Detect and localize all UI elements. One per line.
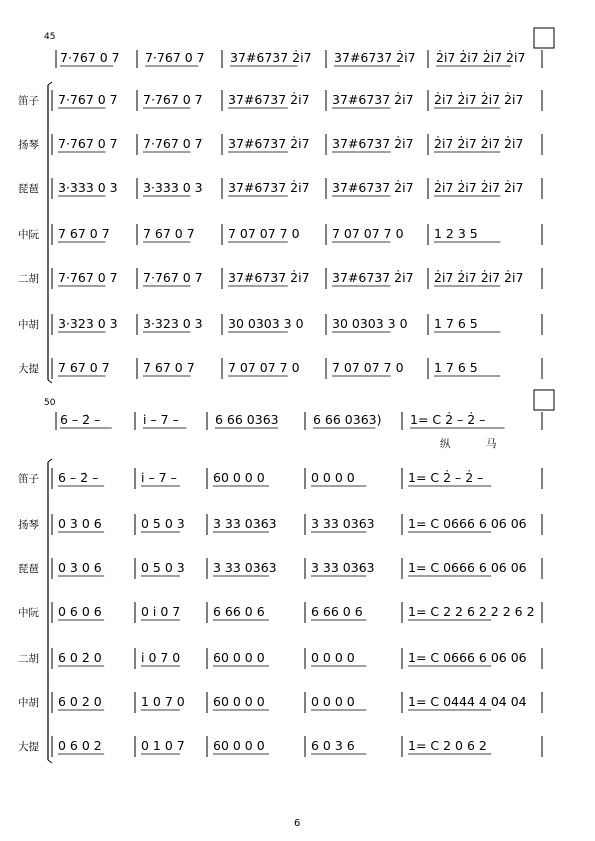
voice-measure: 7·767 0 7	[145, 50, 205, 65]
staff-measure: 7·767 0 7	[143, 136, 203, 151]
page-number: 6	[294, 818, 301, 829]
staff-measure: 7 67 0 7	[58, 226, 110, 241]
staff-measure: 60 0 0 0	[213, 738, 265, 753]
staff-measure: 1= C 2 0 6 2	[408, 738, 487, 753]
instrument-label: 二胡	[18, 273, 39, 285]
staff-measure: 0 5 0 3	[141, 560, 185, 575]
staff-measure: 7 07 07 7 0	[228, 360, 300, 375]
instrument-label: 大提	[18, 363, 39, 375]
staff-measure: 1= C 2̇ – 2̇ –	[408, 470, 484, 485]
staff-measure: 7 07 07 7 0	[332, 226, 404, 241]
instrument-label: 扬琴	[18, 139, 39, 151]
staff-measure: 0 0 0 0	[311, 694, 355, 709]
voice-measure: 37#6737 2̇i̇7	[230, 50, 312, 65]
measure-number: 50	[44, 398, 56, 408]
instrument-label: 笛子	[18, 473, 39, 485]
staff-measure: 3·323 0 3	[58, 316, 118, 331]
staff-measure: 0 i̇ 0 7	[141, 604, 181, 619]
staff-measure: 1= C 0666 6 06 06	[408, 560, 527, 575]
staff-measure: 6 66 0 6	[213, 604, 265, 619]
staff-measure: 3 33 0363	[311, 560, 375, 575]
rehearsal-box	[534, 28, 554, 48]
lyric-syllable: 马	[486, 438, 497, 450]
staff-measure: 6 0 2 0	[58, 694, 102, 709]
staff-measure: 0 0 0 0	[311, 470, 355, 485]
staff-measure: 2̇i̇7 2̇i̇7 2̇i̇7 2̇i̇7	[434, 136, 524, 151]
staff-measure: 37#6737 2̇i̇7	[228, 92, 310, 107]
staff-measure: 37#6737 2̇i̇7	[332, 136, 414, 151]
instrument-label: 中胡	[18, 319, 39, 331]
staff-measure: 0 3 0 6	[58, 560, 102, 575]
instrument-label: 琵琶	[18, 183, 39, 195]
staff-measure: 7 07 07 7 0	[228, 226, 300, 241]
staff-measure: 1 7 6 5	[434, 316, 478, 331]
staff-measure: 7·767 0 7	[58, 270, 118, 285]
rehearsal-box	[534, 390, 554, 410]
staff-measure: 0 5 0 3	[141, 516, 185, 531]
staff-measure: 0 3 0 6	[58, 516, 102, 531]
staff-measure: 60 0 0 0	[213, 470, 265, 485]
instrument-label: 笛子	[18, 95, 39, 107]
staff-measure: 1= C 0666 6 06 06	[408, 650, 527, 665]
staff-measure: 7·767 0 7	[58, 136, 118, 151]
staff-measure: 1= C 0666 6 06 06	[408, 516, 527, 531]
staff-measure: 6 0 2̇ 0	[58, 650, 102, 665]
staff-measure: 7·767 0 7	[143, 270, 203, 285]
staff-measure: 3·333 0 3	[58, 180, 118, 195]
staff-measure: 7 67 0 7	[143, 226, 195, 241]
staff-measure: 3 33 0363	[213, 516, 277, 531]
staff-rows	[18, 50, 542, 757]
voice-measure: 6 66 0363)	[313, 412, 382, 427]
staff-measure: 0 1 0 7	[141, 738, 185, 753]
staff-measure: 2̇i̇7 2̇i̇7 2̇i̇7 2̇i̇7	[434, 180, 524, 195]
instrument-label: 大提	[18, 741, 39, 753]
staff-measure: 2̇i̇7 2̇i̇7 2̇i̇7 2̇i̇7	[434, 92, 524, 107]
voice-measure: 2̇i̇7 2̇i̇7 2̇i̇7 2̇i̇7	[436, 50, 526, 65]
staff-measure: 7·767 0 7	[58, 92, 118, 107]
instrument-label: 扬琴	[18, 519, 39, 531]
staff-measure: 6 0 3 6	[311, 738, 355, 753]
staff-measure: 37#6737 2̇i̇7	[332, 180, 414, 195]
staff-measure: 30 0303 3 0	[228, 316, 304, 331]
instrument-label: 琵琶	[18, 563, 39, 575]
staff-measure: 1 0 7 0	[141, 694, 185, 709]
voice-measure: 6 – 2̇ –	[60, 412, 101, 427]
instrument-label: 中阮	[18, 607, 39, 619]
staff-measure: 7 07 07 7 0	[332, 360, 404, 375]
staff-measure: 0 6 0 2	[58, 738, 102, 753]
staff-measure: i̇ – 7 –	[141, 470, 177, 485]
instrument-label: 中阮	[18, 229, 39, 241]
staff-measure: 0 6 0 6	[58, 604, 102, 619]
staff-measure: 3·323 0 3	[143, 316, 203, 331]
staff-measure: 3 33 0363	[311, 516, 375, 531]
staff-measure: 37#6737 2̇i̇7	[332, 92, 414, 107]
staff-measure: 1 7 6 5	[434, 360, 478, 375]
staff-measure: 1 2 3 5	[434, 226, 478, 241]
staff-measure: 0 0 0 0	[311, 650, 355, 665]
staff-measure: 6 66 0 6	[311, 604, 363, 619]
staff-measure: 37#6737 2̇i̇7	[332, 270, 414, 285]
staff-measure: 7·767 0 7	[143, 92, 203, 107]
staff-measure: 37#6737 2̇i̇7	[228, 270, 310, 285]
staff-measure: 37#6737 2̇i̇7	[228, 136, 310, 151]
staff-measure: 3 33 0363	[213, 560, 277, 575]
lyric-syllable: 纵	[440, 438, 451, 450]
staff-measure: 2̇i̇7 2̇i̇7 2̇i̇7 2̇i̇7	[434, 270, 524, 285]
staff-measure: 7 67 0 7	[143, 360, 195, 375]
staff-measure: 7 67 0 7	[58, 360, 110, 375]
staff-measure: 30 0303 3 0	[332, 316, 408, 331]
staff-measure: 1= C 2 2 6 2 2 2 6 2	[408, 604, 535, 619]
voice-measure: 37#6737 2̇i̇7	[334, 50, 416, 65]
voice-measure: 7·767 0 7	[60, 50, 120, 65]
measure-number: 45	[44, 32, 56, 42]
staff-measure: 1= C 0444 4 04 04	[408, 694, 527, 709]
instrument-label: 二胡	[18, 653, 39, 665]
instrument-label: 中胡	[18, 697, 39, 709]
staff-measure: 6 – 2̇ –	[58, 470, 99, 485]
staff-measure: 60 0 0 0	[213, 650, 265, 665]
voice-measure: 6 66 0363	[215, 412, 279, 427]
staff-measure: 3·333 0 3	[143, 180, 203, 195]
staff-measure: 37#6737 2̇i̇7	[228, 180, 310, 195]
voice-measure: 1= C 2̇ – 2̇ –	[410, 412, 486, 427]
staff-measure: i̇ 0 7 0	[141, 650, 181, 665]
voice-measure: i̇ – 7 –	[143, 412, 179, 427]
staff-measure: 60 0 0 0	[213, 694, 265, 709]
